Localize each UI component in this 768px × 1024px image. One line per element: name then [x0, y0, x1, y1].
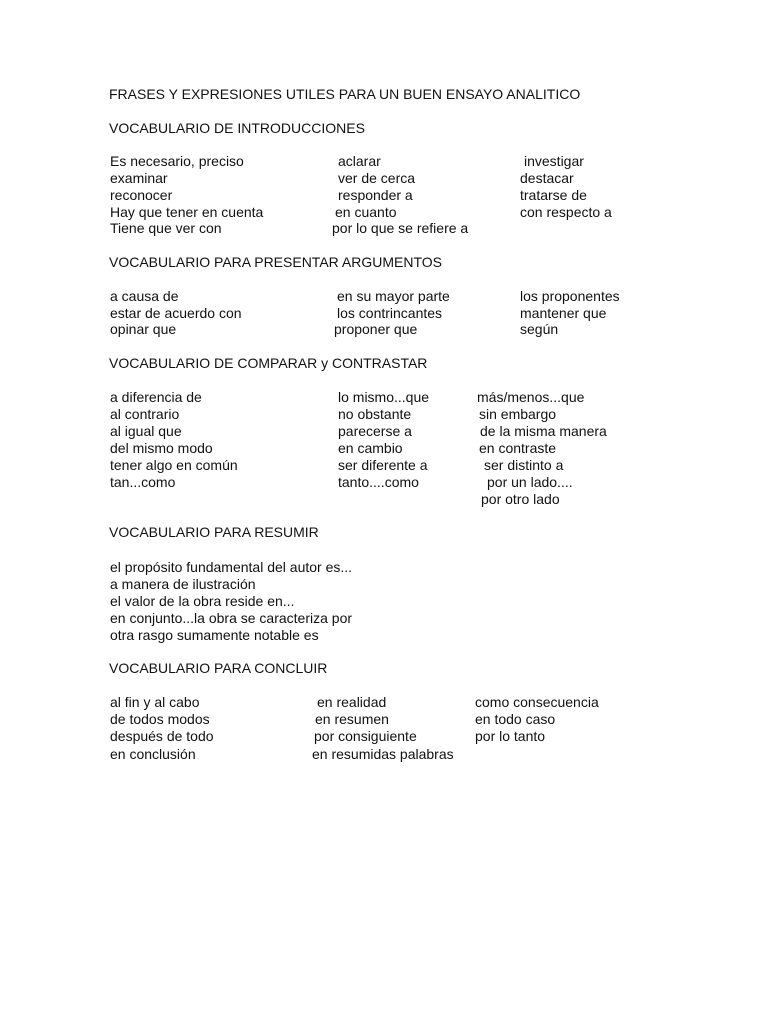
- phrase: a manera de ilustración: [110, 576, 256, 592]
- phrase: ver de cerca: [338, 170, 416, 186]
- phrase: después de todo: [110, 728, 214, 744]
- phrase: estar de acuerdo con: [110, 305, 242, 321]
- phrase: de todos modos: [110, 711, 210, 727]
- phrase: a causa de: [110, 288, 179, 304]
- phrase: parecerse a: [338, 423, 412, 439]
- phrase: lo mismo...que: [338, 389, 430, 405]
- section-heading-concluir: VOCABULARIO PARA CONCLUIR: [109, 660, 328, 676]
- phrase: de la misma manera: [480, 423, 607, 439]
- phrase: según: [520, 321, 559, 337]
- phrase: en conclusión: [110, 746, 196, 762]
- phrase: a diferencia de: [110, 389, 202, 405]
- phrase: el propósito fundamental del autor es...: [110, 559, 353, 575]
- phrase: proponer que: [334, 321, 418, 337]
- phrase: en realidad: [317, 694, 387, 710]
- section-heading-comparar: VOCABULARIO DE COMPARAR y CONTRASTAR: [109, 355, 428, 371]
- phrase: en cambio: [338, 440, 403, 456]
- phrase: en cuanto: [335, 204, 397, 220]
- phrase: Tiene que ver con: [110, 220, 222, 236]
- section-heading-introducciones: VOCABULARIO DE INTRODUCCIONES: [109, 120, 365, 136]
- phrase: tan...como: [110, 474, 176, 490]
- phrase: ser diferente a: [338, 457, 428, 473]
- phrase: del mismo modo: [110, 440, 213, 456]
- phrase: responder a: [338, 187, 413, 203]
- phrase: en resumen: [315, 711, 389, 727]
- section-heading-resumir: VOCABULARIO PARA RESUMIR: [109, 524, 319, 540]
- phrase: ser distinto a: [484, 457, 564, 473]
- phrase: más/menos...que: [477, 389, 585, 405]
- phrase: aclarar: [338, 153, 381, 169]
- phrase: opinar que: [110, 321, 177, 337]
- phrase: como consecuencia: [475, 694, 599, 710]
- phrase: Hay que tener en cuenta: [110, 204, 264, 220]
- phrase: mantener que: [520, 305, 607, 321]
- phrase: tanto....como: [338, 474, 419, 490]
- phrase: tratarse de: [520, 187, 587, 203]
- phrase: en todo caso: [475, 711, 556, 727]
- phrase: con respecto a: [520, 204, 612, 220]
- phrase: en conjunto...la obra se caracteriza por: [110, 610, 353, 626]
- phrase: investigar: [524, 153, 584, 169]
- phrase: tener algo en común: [110, 457, 238, 473]
- phrase: los proponentes: [520, 288, 620, 304]
- document-title: FRASES Y EXPRESIONES UTILES PARA UN BUEN ENSAYO ANALITICO: [109, 86, 581, 102]
- phrase: por consiguiente: [314, 728, 417, 744]
- phrase: examinar: [110, 170, 168, 186]
- phrase: en su mayor parte: [337, 288, 450, 304]
- phrase: al contrario: [110, 406, 180, 422]
- phrase: por otro lado: [481, 491, 560, 507]
- phrase: por lo que se refiere a: [332, 220, 469, 236]
- phrase: por un lado....: [487, 474, 573, 490]
- phrase: en resumidas palabras: [312, 746, 454, 762]
- phrase: en contraste: [479, 440, 557, 456]
- phrase: no obstante: [338, 406, 412, 422]
- phrase: por lo tanto: [475, 728, 546, 744]
- phrase: destacar: [520, 170, 574, 186]
- phrase: sin embargo: [479, 406, 557, 422]
- phrase: al igual que: [110, 423, 182, 439]
- phrase: Es necesario, preciso: [110, 153, 244, 169]
- section-heading-argumentos: VOCABULARIO PARA PRESENTAR ARGUMENTOS: [109, 254, 442, 270]
- phrase: los contrincantes: [337, 305, 443, 321]
- phrase: al fin y al cabo: [110, 694, 200, 710]
- phrase: reconocer: [110, 187, 173, 203]
- phrase: el valor de la obra reside en...: [110, 593, 295, 609]
- phrase: otra rasgo sumamente notable es: [110, 627, 319, 643]
